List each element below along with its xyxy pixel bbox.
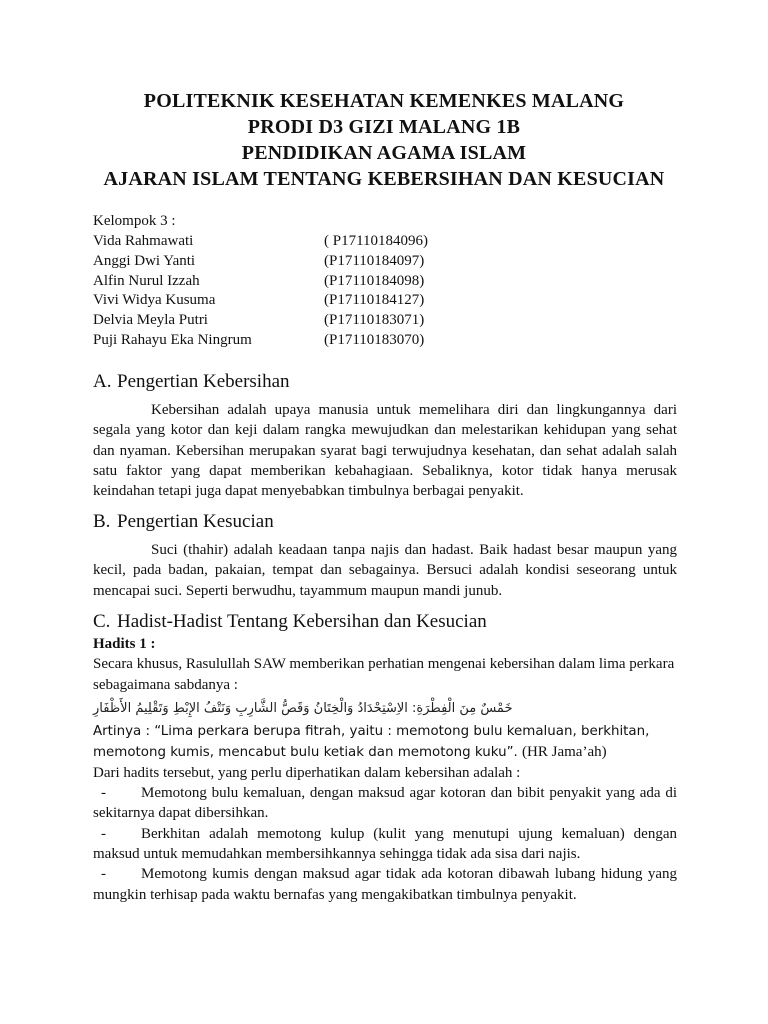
section-c-title: Hadist-Hadist Tentang Kebersihan dan Kesucian — [117, 611, 487, 632]
bullet-marker: - — [101, 866, 106, 883]
section-b — [93, 510, 677, 601]
hadits-source: (HR Jama’ah) — [522, 743, 607, 760]
group-label: Kelompok 3 : — [93, 213, 176, 229]
member-row — [93, 310, 593, 330]
section-b-paragraph: Suci (thahir) adalah keadaan tanpa najis dan hadast. Baik hadast besar maupun yang kecil, pada badan, pakaian, tempat dan sebagainya. Bersuci adalah kondisi seseorang untuk mencapai suci. Seperti berwudhu, tayammum maupun mandi junub. — [93, 542, 677, 599]
section-c-heading — [93, 610, 677, 634]
hadits-intro: Secara khusus, Rasulullah SAW memberikan perhatian mengenai kebersihan dalam lima perkara sebagaimana sabdanya : — [93, 656, 675, 693]
member-nim: (P17110184098) — [324, 272, 425, 289]
section-b-title: Pengertian Kesucian — [117, 511, 274, 532]
member-nim: (P17110184097) — [324, 252, 425, 269]
list-item-text: Berkhitan adalah memotong kulup (kulit yang menutupi ujung kemaluan) dengan maksud untuk memudahkan membersihkannya sehingga tidak ada sisa dari najis. — [93, 825, 677, 863]
document-title: AJARAN ISLAM TENTANG KEBERSIHAN DAN KESUCIAN — [103, 168, 665, 190]
list-item — [93, 824, 677, 865]
member-nim: (P17110183070) — [324, 331, 425, 348]
section-a-title: Pengertian Kebersihan — [117, 371, 290, 392]
section-b-number: B. — [93, 511, 111, 532]
member-name: Vida Rahmawati — [93, 233, 194, 249]
member-name: Puji Rahayu Eka Ningrum — [93, 331, 252, 348]
list-item — [93, 864, 677, 905]
member-row — [93, 251, 593, 271]
title-block — [0, 88, 768, 192]
section-a-number: A. — [93, 371, 112, 392]
bullet-marker: - — [101, 825, 106, 842]
hadits-translation — [93, 721, 677, 763]
list-item — [93, 783, 677, 824]
member-nim: (P17110184127) — [324, 292, 425, 309]
member-name: Delvia Meyla Putri — [93, 312, 208, 329]
group-members — [93, 211, 593, 350]
member-name: Vivi Widya Kusuma — [93, 292, 216, 309]
section-a — [93, 370, 677, 501]
hadits-label: Hadits 1 : — [93, 636, 156, 652]
bullet-marker: - — [101, 785, 106, 802]
list-item-text: Memotong kumis dengan maksud agar tidak ada kotoran dibawah lubang hidung yang mungkin terhisap pada waktu bernafas yang mengakibatkan timbulnya penyakit. — [93, 866, 677, 903]
section-b-heading — [93, 510, 677, 534]
member-name: Alfin Nurul Izzah — [93, 272, 200, 289]
list-intro: Dari hadits tersebut, yang perlu diperhatikan dalam kebersihan adalah : — [93, 764, 521, 781]
member-nim: (P17110183071) — [324, 312, 425, 329]
section-a-paragraph: Kebersihan adalah upaya manusia untuk memelihara diri dan lingkungannya dari segala yang kotor dan keji dalam rangka mewujudkan dan melestarikan kehidupan yang sehat dan nyaman. Kebersihan merupakan syarat bagi terwujudnya kesehatan, dan sehat adalah salah satu faktor yang dapat memberikan kebahagiaan. Sebaliknya, kotor tidak hanya merusak keindahan tetapi juga dapat menyebabkan timbulnya berbagai penyakit. — [93, 402, 677, 500]
institution-title: POLITEKNIK KESEHATAN KEMENKES MALANG — [143, 90, 625, 112]
section-a-heading — [93, 370, 677, 394]
member-row — [93, 231, 593, 251]
member-nim: ( P17110184096) — [324, 233, 429, 249]
member-name: Anggi Dwi Yanti — [93, 252, 196, 269]
member-row — [93, 290, 593, 310]
list-item-text: Memotong bulu kemaluan, dengan maksud agar kotoran dan bibit penyakit yang ada di sekitarnya dapat dibersihkan. — [93, 785, 677, 822]
hadits-translation-text: Artinya : “Lima perkara berupa fitrah, yaitu : memotong bulu kemaluan, berkhitan, memotong kumis, mencabut bulu ketiak dan memotong kuku”. — [93, 723, 650, 760]
member-row — [93, 330, 593, 350]
section-c — [93, 610, 677, 905]
program-title: PRODI D3 GIZI MALANG 1B — [247, 116, 521, 138]
course-title: PENDIDIKAN AGAMA ISLAM — [241, 142, 527, 164]
hadits-arabic-text: خَمْسٌ مِنَ الْفِطْرَةِ: الاِسْتِحْدَادُ وَالْخِتَانُ وَقَصُّ الشَّارِبِ وَنَتْفُ الإِبْطِ وَتَقْلِيمُ الأَظْفَارِ — [93, 700, 513, 716]
section-c-number: C. — [93, 611, 111, 632]
member-row — [93, 271, 593, 291]
